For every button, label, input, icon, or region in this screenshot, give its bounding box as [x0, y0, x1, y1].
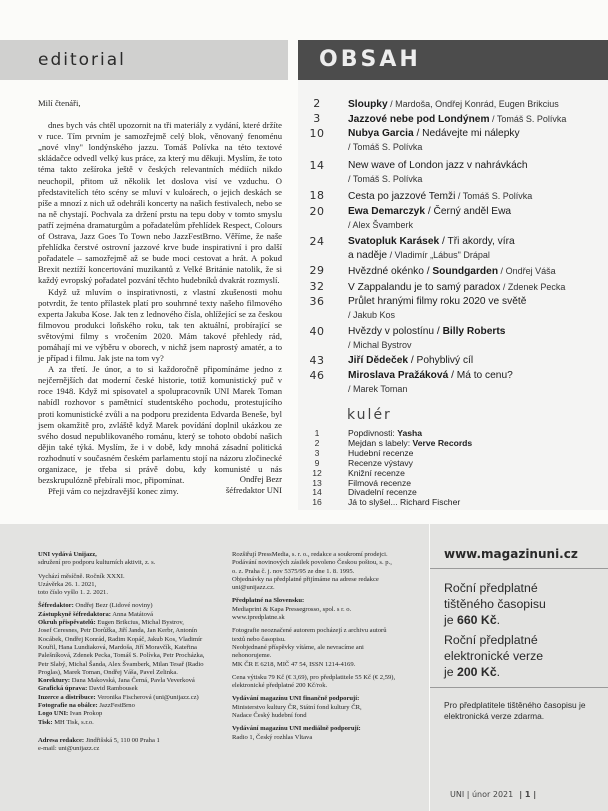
issue-label: UNI | únor 2021	[450, 790, 514, 799]
toc-subtitle: / Pohyblivý cíl	[408, 355, 474, 366]
editorial-paragraph: Přeji vám co nejzdravější konec zimy.	[48, 486, 179, 497]
imprint-line	[232, 568, 424, 576]
toc-page-number: 14	[309, 159, 325, 172]
imprint-value: Nadace Český hudební fond	[232, 712, 307, 720]
toc-article-title: Ewa Demarczyk	[348, 206, 426, 217]
imprint-line	[38, 694, 226, 702]
toc-page-number: 40	[309, 325, 325, 338]
imprint-line	[232, 682, 424, 690]
imprint-line	[38, 745, 226, 753]
toc-article-title: V Zappalandu je to samý paradox	[348, 282, 501, 293]
imprint-value: MH Tisk, s.r.o.	[52, 718, 94, 726]
imprint-value: MK ČR E 6218, MIČ 47 54, ISSN 1214-4169.	[232, 660, 356, 668]
toc-page-number: 36	[309, 295, 325, 308]
toc-title	[348, 128, 603, 154]
imprint-line	[232, 661, 424, 669]
toc-subtitle: / Tři akordy, víra	[439, 236, 515, 247]
imprint-value: Objednávky na předplatné přijímáme na adrese redakce	[232, 575, 379, 583]
toc-page-number: 24	[309, 235, 325, 248]
imprint-line	[232, 725, 424, 733]
divider	[430, 568, 608, 569]
kuler-label: Divadelní recenze	[348, 487, 417, 498]
toc-line	[348, 173, 603, 187]
kuler-item[interactable]	[298, 468, 608, 478]
imprint-line	[38, 669, 226, 677]
toc-subtitle: / Černý anděl Ewa	[425, 206, 512, 217]
toc-title	[348, 236, 603, 262]
toc-separator: /	[489, 114, 497, 124]
toc-section: Hvězdy v polostínu /	[348, 326, 443, 337]
elec-line-1: Roční předplatné	[444, 633, 538, 647]
toc-title	[348, 113, 603, 127]
kuler-page-number: 14	[312, 487, 322, 498]
editorial-salutation: Milí čtenáři,	[38, 98, 81, 108]
imprint-line	[232, 704, 424, 712]
imprint-value: Ministerstvo kultury ČR, Státní fond kultury ČR,	[232, 703, 362, 711]
imprint-value: Jindřišská 5, 110 00 Praha 1	[84, 736, 160, 744]
imprint-label: Grafická úprava:	[38, 685, 88, 693]
imprint-label: Logo UNI:	[38, 710, 69, 718]
toc-title	[348, 296, 603, 322]
elec-price: 200 Kč	[457, 665, 497, 679]
toc-title	[348, 206, 603, 232]
toc-page-number: 3	[313, 112, 321, 125]
imprint-value: Cena výtisku 79 Kč (€ 3,69), pro předplatitele 55 Kč (€ 2,59),	[232, 673, 396, 681]
toc-author: / Vladimír „Lábus" Drápal	[387, 249, 490, 260]
toc-author: / Marek Toman	[348, 383, 408, 394]
imprint-line	[232, 652, 424, 660]
toc-author: Zdenek Pecka	[507, 282, 566, 292]
kuler-page-number: 2	[314, 437, 320, 448]
toc-line	[348, 98, 603, 112]
imprint-value: sdružení pro podporu kulturních aktivit, z. s.	[38, 559, 156, 567]
imprint-line	[38, 644, 226, 652]
imprint-line	[38, 619, 226, 627]
imprint-value: Proglas), Marek Toman, Ondřej Váša, Pavel Zelinka.	[38, 668, 178, 676]
kuler-label: Hudební recenze	[348, 447, 414, 458]
toc-article-title: Jiří Dědeček	[348, 355, 409, 366]
toc-line	[348, 236, 603, 249]
imprint-line	[232, 627, 424, 635]
imprint-label: Korektury:	[38, 677, 71, 685]
toc-line	[348, 281, 603, 295]
imprint-value: elektronické předplatné 200 Kč/rok.	[232, 682, 328, 690]
kuler-item[interactable]	[298, 487, 608, 497]
kuler-page-number: 13	[312, 477, 322, 488]
toc-author: / Tomáš S. Polívka	[348, 141, 423, 152]
toc-page-number: 18	[309, 189, 325, 202]
toc-article-title: Průlet hranými filmy roku 2020 ve světě	[348, 296, 527, 307]
imprint-line	[232, 674, 424, 682]
imprint-line	[38, 685, 226, 693]
subscription-note: Pro předplatitele tištěného časopisu je elektronická verze zdarma.	[444, 700, 586, 721]
toc-author: Mardoša, Ondřej Konrád, Eugen Brikcius	[395, 99, 559, 109]
toc-page-number: 29	[309, 264, 325, 277]
divider	[430, 687, 608, 688]
toc-line	[348, 296, 603, 309]
toc-page-number: 10	[309, 127, 325, 140]
imprint-value: Rozšiřují PressMedia, s. r. o., redakce a soukromí prodejci.	[232, 551, 388, 558]
toc-separator: /	[455, 191, 463, 201]
toc-page-number: 20	[309, 205, 325, 218]
imprint-value: o. z. Praha č. j. nov 5375/95 ze dne 1. 8. 1995.	[232, 567, 355, 575]
imprint-line	[38, 710, 226, 718]
imprint-line	[232, 614, 424, 622]
kuler-page-number: 3	[314, 447, 320, 458]
imprint-value: Fotografie neoznačené autorem pocházejí z archivu autorů	[232, 627, 387, 635]
kuler-title	[348, 468, 405, 478]
toc-article-title: New wave of London jazz v nahrávkách	[348, 160, 528, 171]
kuler-title	[348, 497, 460, 507]
imprint-line	[232, 712, 424, 720]
kuler-title	[348, 428, 422, 438]
toc-article-title: Nubya Garcia	[348, 128, 414, 139]
imprint-line	[38, 611, 226, 619]
kuler-heading: kulér	[347, 407, 392, 423]
imprint-value: Vychází měsíčně. Ročník XXXI.	[38, 572, 125, 580]
toc-title	[348, 281, 603, 295]
editorial-heading: editorial	[38, 50, 126, 70]
imprint-line	[38, 551, 226, 559]
imprint-value: Radio 1, Český rozhlas Vltava	[232, 733, 313, 741]
toc-line	[348, 190, 603, 204]
imprint-line	[38, 661, 226, 669]
imprint-value: uni@unijazz.cz.	[232, 584, 275, 592]
kuler-title	[348, 478, 411, 488]
imprint-value: Dana Makovská, Jana Černá, Pavla Veverková	[70, 677, 195, 685]
imprint-value: textů nebo časopisu.	[232, 635, 286, 643]
toc-author: / Jakub Kos	[348, 309, 396, 320]
toc-line	[348, 206, 603, 219]
kuler-label: Mejdan s labely:	[348, 437, 413, 448]
toc-subtitle: a naděje	[348, 249, 388, 261]
imprint-column-1	[38, 551, 226, 754]
kuler-title	[348, 438, 472, 448]
imprint-label: Šéfredaktor:	[38, 602, 74, 610]
imprint-value: Ondřej Bezr (Lidové noviny)	[73, 602, 153, 610]
imprint-line	[38, 702, 226, 710]
imprint-label: Tisk:	[38, 718, 53, 726]
kuler-item[interactable]	[298, 458, 608, 468]
imprint-label: Zástupkyně šéfredaktora:	[38, 610, 111, 618]
imprint-line	[232, 695, 424, 703]
kuler-page-number: 9	[314, 457, 320, 468]
imprint-line	[232, 559, 424, 567]
toc-author: / Tomáš S. Polívka	[348, 173, 423, 184]
kuler-label: Recenze výstavy	[348, 457, 413, 468]
print-line-1: Roční předplatné	[444, 581, 538, 595]
kuler-title	[348, 448, 413, 458]
toc-title	[348, 370, 603, 396]
toc-subtitle: / Má to cenu?	[448, 370, 513, 381]
kuler-page-number: 1	[314, 428, 320, 438]
imprint-value: Petr Slabý, Michal Šanda, Alex Švamberk, Milan Tesař (Radio	[38, 660, 204, 668]
toc-line	[348, 160, 603, 173]
imprint-label: UNI vydává Unijazz,	[38, 551, 97, 558]
imprint-label: Okruh přispěvatelů:	[38, 619, 96, 627]
toc-line	[348, 370, 603, 383]
toc-author: Ondřej Váša	[505, 266, 556, 276]
toc-author: / Michal Bystrov	[348, 339, 412, 350]
toc-title	[348, 265, 603, 279]
imprint-line	[38, 737, 226, 745]
signature-name: Ondřej Bezr	[239, 474, 282, 484]
elec-price-line: je 200 Kč.	[444, 665, 501, 679]
toc-author: Tomáš S. Polívka	[496, 114, 567, 124]
kuler-label: Knižní recenze	[348, 467, 405, 478]
imprint-line	[38, 573, 226, 581]
imprint-line	[232, 576, 424, 584]
toc-article-title: Jazzové nebe pod Londýnem	[348, 114, 490, 125]
kuler-item[interactable]	[298, 497, 608, 507]
imprint-value: Mediaprint & Kapa Pressegrosso, spol. s r. o.	[232, 605, 352, 613]
imprint-value: e-mail: uni@unijazz.cz	[38, 745, 100, 753]
imprint-line	[38, 652, 226, 660]
kuler-label: Filmová recenze	[348, 477, 412, 488]
kuler-name: Yasha	[397, 428, 423, 438]
print-subscription-text	[444, 580, 594, 628]
toc-line	[348, 339, 603, 353]
imprint-value: David Rambousek	[87, 685, 138, 693]
imprint-value: Eugen Brikcius, Michal Bystrov,	[95, 619, 184, 627]
website-link[interactable]: www.magazinuni.cz	[444, 547, 578, 561]
kuler-item[interactable]	[298, 478, 608, 488]
kuler-item[interactable]	[298, 438, 608, 448]
toc-line	[348, 128, 603, 141]
contents-heading: OBSAH	[319, 47, 421, 72]
imprint-line	[232, 606, 424, 614]
toc-separator: /	[498, 266, 506, 276]
imprint-line	[38, 627, 226, 635]
imprint-value: Josef Ceresnes, Petr Dorůžka, Jiří Janda, Jan Kerbr, Antonín	[38, 627, 198, 635]
kuler-label: Já to slyšel... Richard Fischer	[348, 497, 461, 508]
toc-author: / Alex Švamberk	[348, 219, 414, 230]
toc-article-title: Svatopluk Karásek	[348, 236, 440, 247]
toc-line	[348, 326, 603, 339]
imprint-value: Palešníková, Zdenek Pecka, Tomáš S. Polívka, Petr Procházka,	[38, 652, 205, 660]
header-divider	[288, 40, 298, 80]
imprint-line	[38, 581, 226, 589]
toc-article-title: Billy Roberts	[442, 326, 506, 337]
signature-role: šéfredaktor UNI	[225, 485, 282, 495]
kuler-title	[348, 458, 413, 468]
toc-article-title: Cesta po jazzové Temži	[348, 191, 456, 202]
imprint-label: Předplatné na Slovensku:	[232, 597, 305, 605]
toc-title	[348, 355, 603, 368]
imprint-value: Anna Matátová	[110, 610, 154, 618]
imprint-line	[38, 589, 226, 597]
print-price: 660 Kč	[457, 613, 497, 627]
imprint-line	[38, 602, 226, 610]
toc-line	[348, 265, 603, 279]
kuler-item[interactable]	[298, 428, 608, 438]
toc-author: Tomáš S. Polívka	[462, 191, 533, 201]
electronic-subscription-text	[444, 632, 594, 680]
toc-line	[348, 113, 603, 127]
toc-line	[348, 219, 603, 233]
kuler-title	[348, 487, 417, 497]
kuler-item[interactable]	[298, 448, 608, 458]
imprint-label: Adresa redakce:	[38, 736, 85, 744]
editorial-paragraph: dnes bych vás chtěl upozornit na tři materiály z vydání, které držíte v ruce. Tím prvním je samozřejmě celý blok, věnovaný fenoménu „nové vlny" londýnského jazzu. Tomáš Polívka na této textové skládačce odvedl velký kus práce, za který mu děkuji. Myslím, že toto téma takto zešíroka ještě v českých relevantních médiích nikdo neuchopil, přitom už několik let doslova visí ve vzduchu. O představitelích této scény se mluví v kuloárech, o jejich deskách se píše a mnozí z nich už odehráli koncerty na našich festivalech, nebo se na ně chystají. Pochvala za držení prstu na tepu doby v tomto smyslu patří zejména dramaturgům a pořadatelům přehlídek Respect, Colours of Ostrava, Jazz Goes To Town nebo JazzFestBrno. Věříme, že naše přehlídka čerstvé ostrovní jazzové krve bude inspirativní i pro další pořadatele – samozřejmě až se bude moci cestovat a hrát. A pokud Brexit neztíží koncertování muzikantů z Velké Británie natolik, že si každý evropský pořadatel pozvání těchto hudebníků dvakrát rozmyslí.	[38, 120, 282, 286]
toc-page-number: 43	[309, 354, 325, 367]
elec-line-2: elektronické verze	[444, 649, 544, 663]
imprint-line	[232, 584, 424, 592]
toc-line	[348, 309, 603, 323]
imprint-line	[232, 734, 424, 742]
imprint-label: Inzerce a distribuce:	[38, 693, 96, 701]
imprint-value: toto číslo vyšlo 1. 2. 2021.	[38, 589, 108, 597]
imprint-value: nehonorujeme.	[232, 652, 272, 660]
imprint-value: Neobjednané příspěvky vítáme, ale nevracíme ani	[232, 643, 364, 651]
imprint-value: Ivan Prokop	[68, 710, 103, 718]
imprint-value: Veronika Fischerová (uni@unijazz.cz)	[95, 693, 199, 701]
toc-page-number: 32	[309, 280, 325, 293]
imprint-line	[38, 636, 226, 644]
kuler-page-number: 12	[312, 467, 322, 478]
toc-separator: /	[500, 282, 508, 292]
editorial-paragraph: Když už mluvím o inspirativnosti, z vlastní zkušenosti mohu potvrdit, že tento přílastek platí pro souhrnné texty našeho filmového experta Jakuba Kose. Jak ten z lednového čísla, ohlížející se za českou filmovou produkci loňského roku, tak ten aktuální, probírající se světovými filmy s vročením 2020. Mám takové přehledy rád, pomáhají mi ve výběru v oborech, v nichž jsem naprostý amatér, a to je případ i filmu. Jak jste na tom vy?	[38, 286, 282, 364]
print-line-2: tištěného časopisu	[444, 597, 546, 611]
imprint-line	[38, 559, 226, 567]
toc-page-number: 2	[313, 97, 321, 110]
imprint-value: Podávání novinových zásilek povoleno Českou poštou, s. p.,	[232, 559, 392, 567]
toc-subtitle: / Nedávejte mi nálepky	[413, 128, 520, 139]
imprint-label: Vydávání magazínu UNI mediálně podporují:	[232, 725, 361, 733]
kuler-page-number: 16	[312, 497, 322, 508]
toc-title	[348, 98, 603, 112]
toc-line	[348, 249, 603, 263]
toc-section: Hvězdné okénko /	[348, 266, 433, 277]
toc-article-title: Soundgarden	[432, 266, 499, 277]
imprint-value: Kocábek, Ondřej Konrád, Radim Kopáč, Jakub Kos, Vladimír	[38, 635, 203, 643]
toc-line	[348, 355, 603, 368]
editorial-paragraph: A za třetí. Je únor, a to si každoročně připomínáme jedno z nejčernějších dat moderní české historie, totiž komunistický puč v roce 1948. Když mi spisovatel a spolupracovník UNI Marek Toman nabídl rozhovor s pamětnicí studentského pochodu, protestujícího proti komunistické zvůli a na podporu prezidenta Edvarda Beneše, byl jsem okamžitě pro, zvláště když Marek povídání doplnil ukázkou ze svého dosud nepublikovaného románu, který se tohoto období našich dějin také týká. Myslím, že i v době, kdy mnohá zásadní politická rozhodnutí v současném českém parlamentu stojí na názoru zločinecké organizace, je třeba si právě dobu, kdy komunisté u nás bezskrupulózně přebírali moc, připomínat.	[38, 364, 282, 486]
toc-article-title: Miroslava Pražáková	[348, 370, 449, 381]
imprint-label: Vydávání magazínu UNI finančně podporují:	[232, 695, 360, 703]
imprint-line	[38, 719, 226, 727]
imprint-line	[232, 636, 424, 644]
toc-line	[348, 383, 603, 397]
imprint-line	[232, 597, 424, 605]
toc-article-title: Sloupky	[348, 99, 388, 110]
imprint-column-2	[232, 551, 424, 742]
imprint-value: Kouřil, Hana Lundiaková, Mardoša, Jiří Moravčík, Kateřina	[38, 643, 197, 651]
editorial-signature	[150, 474, 282, 496]
toc-title	[348, 326, 603, 352]
editorial-text	[38, 98, 282, 497]
toc-page-number: 46	[309, 369, 325, 382]
kuler-name: Verve Records	[412, 437, 473, 448]
imprint-value: JazzFestBrno	[97, 702, 135, 710]
toc-title	[348, 190, 603, 204]
imprint-line	[38, 677, 226, 685]
page-footer	[450, 790, 598, 799]
imprint-line	[232, 644, 424, 652]
page-number: | 1 |	[519, 790, 537, 799]
imprint-label: Fotografie na obálce:	[38, 702, 98, 710]
imprint-value: www.ipredplatne.sk	[232, 614, 285, 622]
toc-line	[348, 141, 603, 155]
toc-title	[348, 160, 603, 186]
kuler-label: Popdivnosti:	[348, 428, 398, 438]
imprint-value: Uzávěrka 26. 1. 2021,	[38, 580, 97, 588]
toc-separator: /	[387, 99, 396, 109]
print-price-line: je 660 Kč.	[444, 613, 501, 627]
